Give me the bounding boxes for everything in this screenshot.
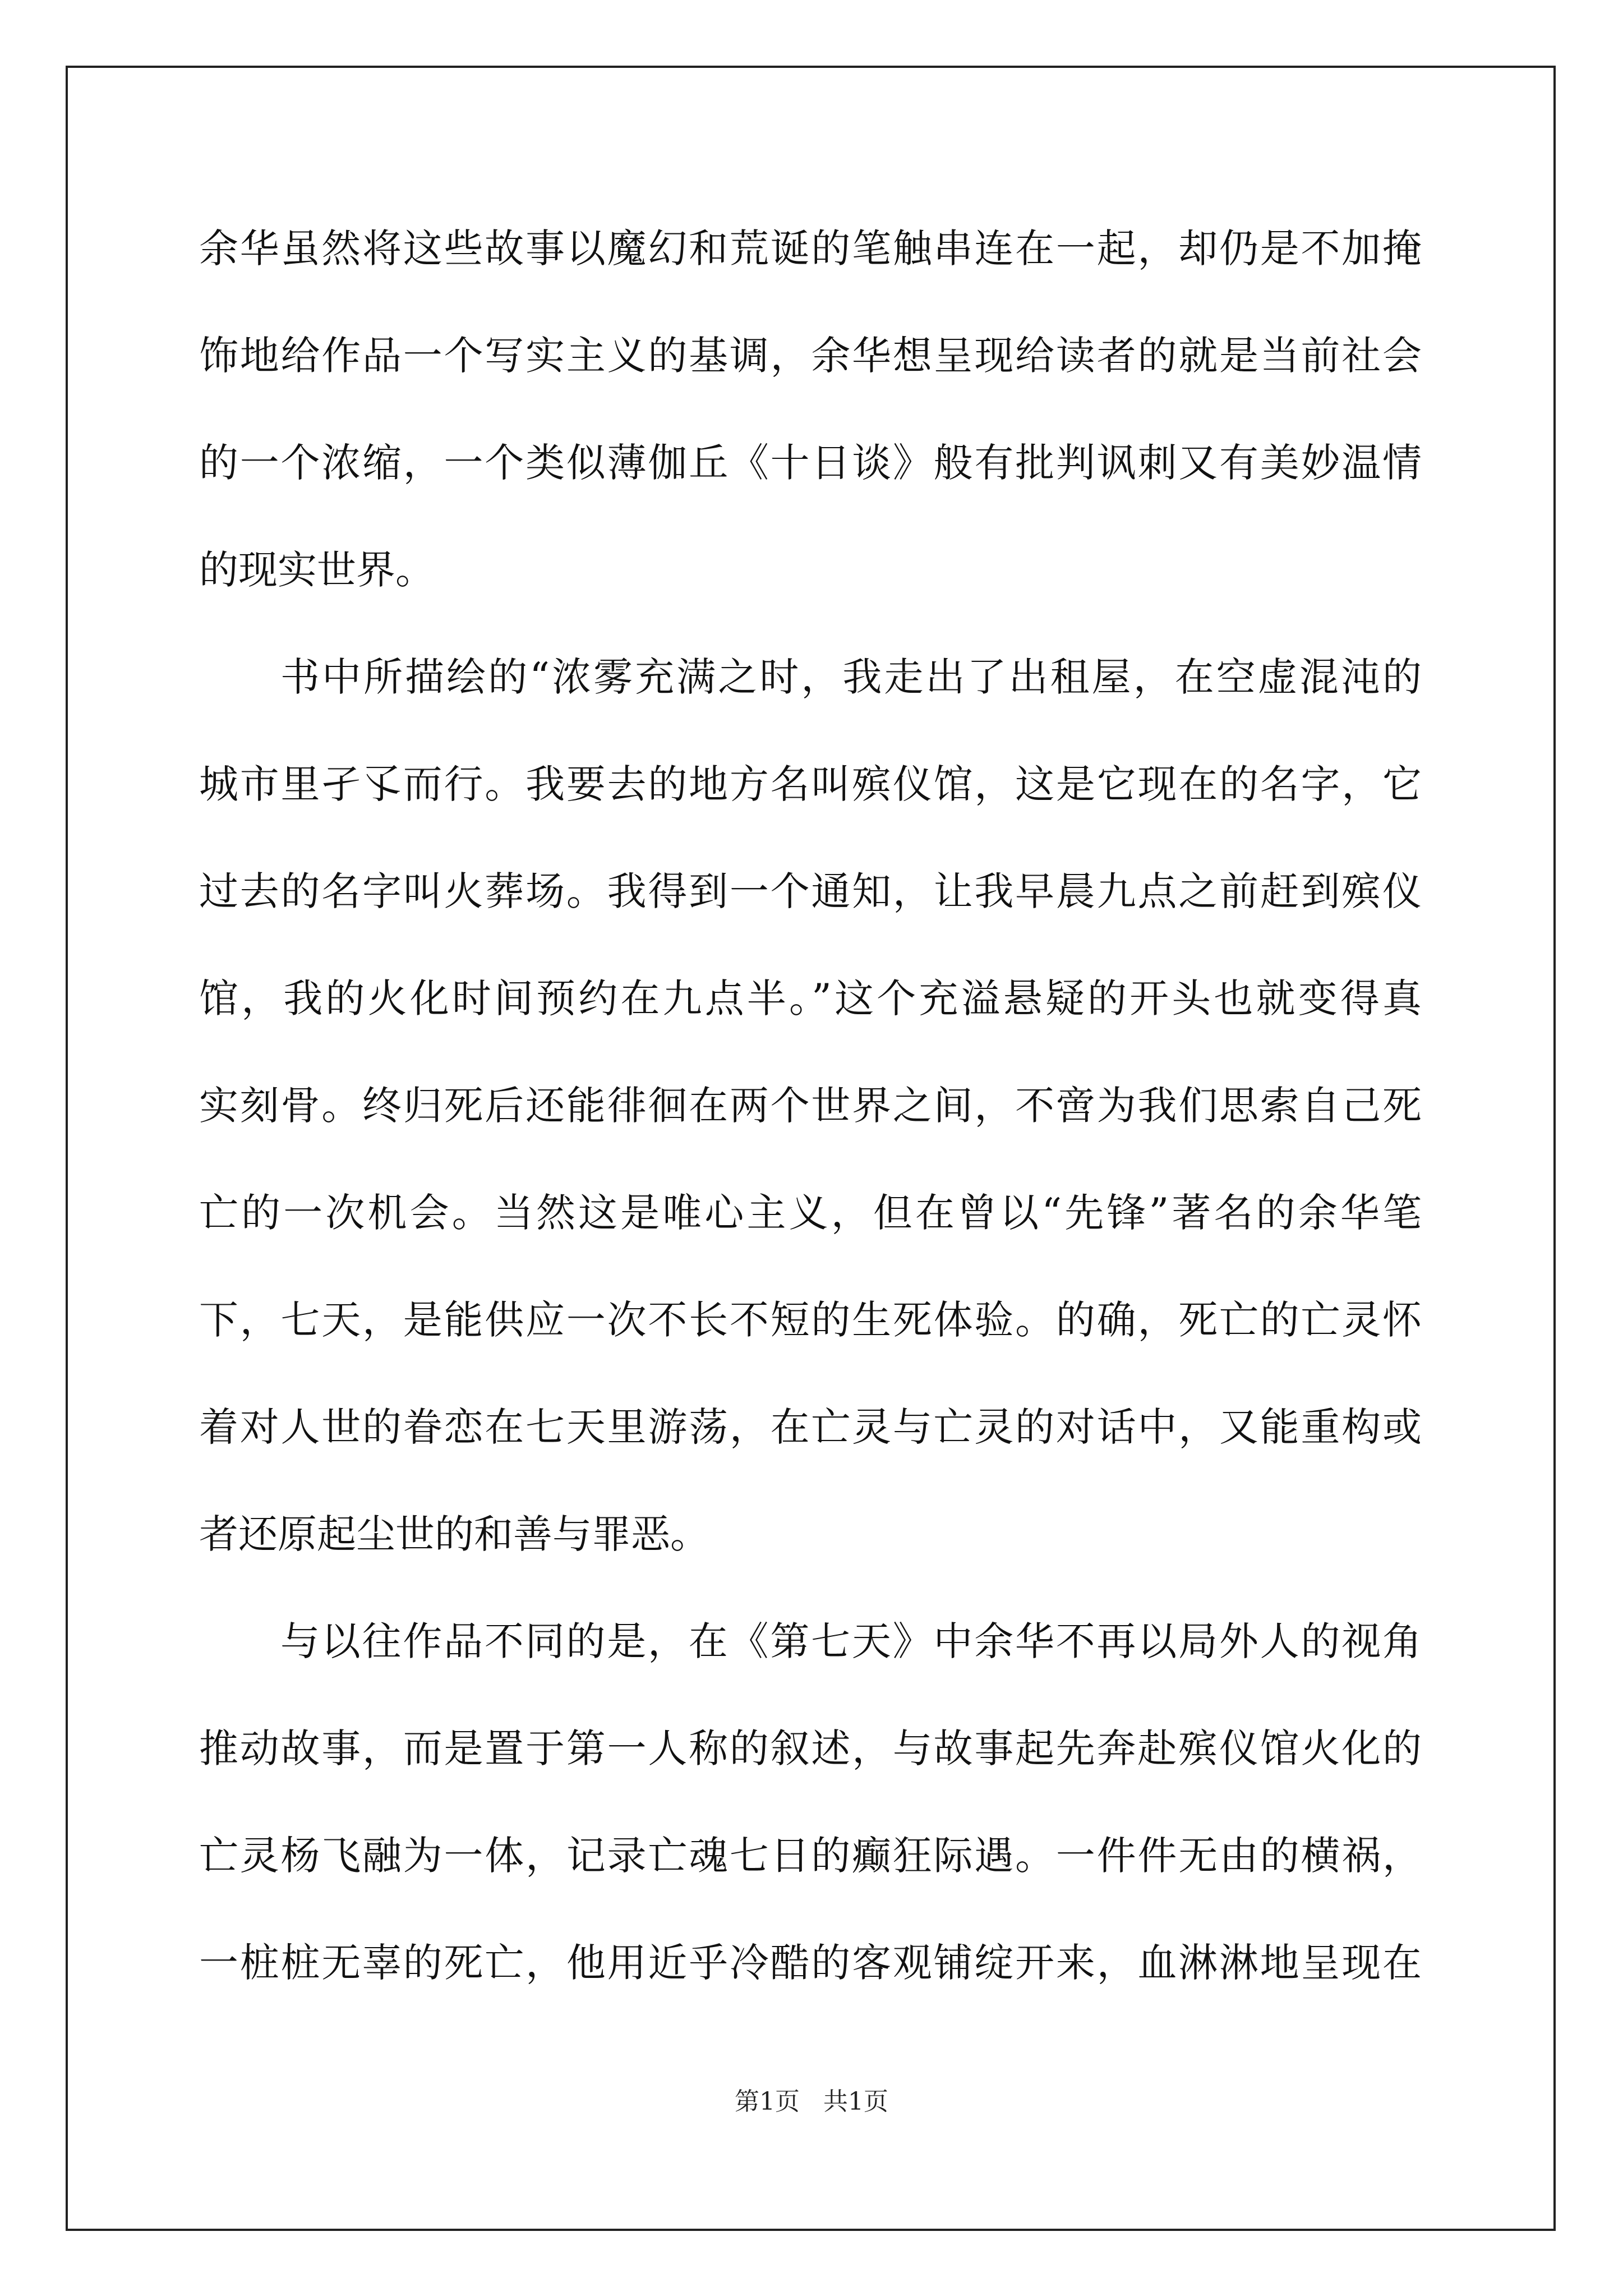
text-line: 馆，我的火化时间预约在九点半。”这个充溢悬疑的开头也就变得真: [199, 976, 1422, 1022]
text-line: 的现实世界。: [199, 547, 435, 593]
text-line: 饰地给作品一个写实主义的基调，余华想呈现给读者的就是当前社会: [199, 333, 1422, 379]
text-line: 的一个浓缩，一个类似薄伽丘《十日谈》般有批判讽刺又有美妙温情: [199, 440, 1422, 486]
text-line: 亡的一次机会。当然这是唯心主义，但在曾以“先锋”著名的余华笔: [199, 1190, 1422, 1236]
text-line: 一桩桩无辜的死亡，他用近乎冷酷的客观铺绽开来，血淋淋地呈现在: [199, 1940, 1422, 1986]
text-line: 城市里孑孓而行。我要去的地方名叫殡仪馆，这是它现在的名字，它: [199, 761, 1422, 807]
text-line: 余华虽然将这些故事以魔幻和荒诞的笔触串连在一起，却仍是不加掩: [199, 226, 1422, 272]
text-line: 过去的名字叫火葬场。我得到一个通知，让我早晨九点之前赶到殡仪: [199, 868, 1422, 914]
text-line: 下，七天，是能供应一次不长不短的生死体验。的确，死亡的亡灵怀: [199, 1297, 1422, 1343]
text-line: 推动故事，而是置于第一人称的叙述，与故事起先奔赴殡仪馆火化的: [199, 1726, 1422, 1772]
text-line: 着对人世的眷恋在七天里游荡，在亡灵与亡灵的对话中，又能重构或: [199, 1404, 1422, 1450]
text-line: 与以往作品不同的是，在《第七天》中余华不再以局外人的视角: [280, 1618, 1422, 1664]
text-line: 者还原起尘世的和善与罪恶。: [199, 1511, 709, 1557]
page-number-footer: 第1页 共1页: [735, 2087, 888, 2116]
text-line: 实刻骨。终归死后还能徘徊在两个世界之间，不啻为我们思索自己死: [199, 1083, 1422, 1129]
page-border: [66, 66, 1556, 2231]
text-line: 书中所描绘的“浓雾充满之时，我走出了出租屋，在空虚混沌的: [280, 654, 1422, 700]
text-line: 亡灵杨飞融为一体，记录亡魂七日的癫狂际遇。一件件无由的横祸，: [199, 1833, 1422, 1879]
